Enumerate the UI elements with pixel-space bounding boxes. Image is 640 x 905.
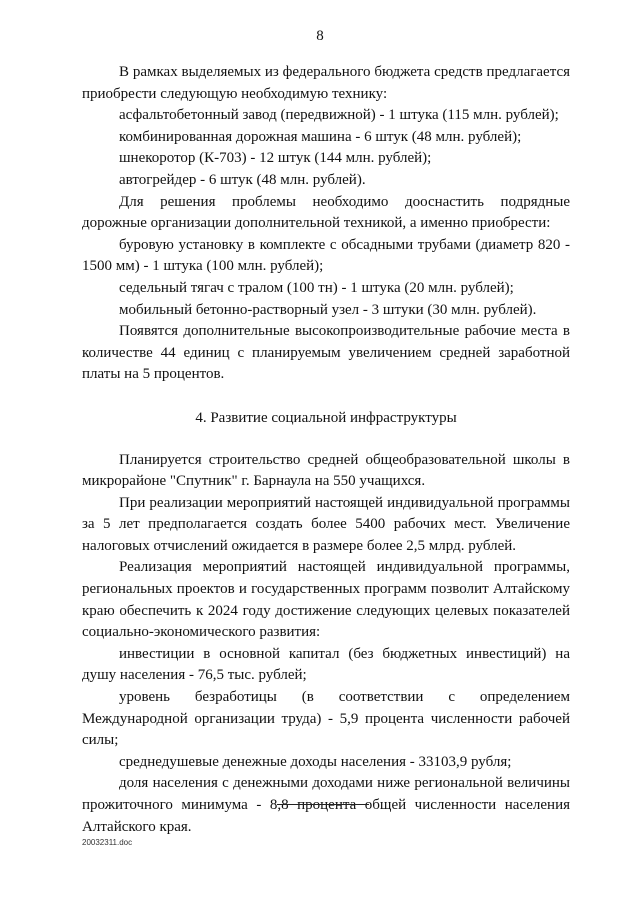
paragraph-intro: В рамках выделяемых из федерального бюджета средств предлагается приобрести следующую необходимую технику:: [82, 64, 570, 102]
paragraph-problem: Для решения проблемы необходимо дооснастить подрядные дорожные организации дополнительной техникой, а именно приобрести:: [82, 193, 570, 232]
document-body: [82, 62, 570, 838]
paragraph-workplaces: При реализации мероприятий настоящей индивидуальной программы за 5 лет предполагается создать более 5400 рабочих мест. Увеличение налоговых отчислений ожидается в размере более 2,5 млрд. рублей.: [82, 494, 570, 554]
end-divider: [277, 804, 369, 805]
list-item-concrete-unit: мобильный бетонно-растворный узел - 3 штуки (30 млн. рублей).: [119, 301, 537, 318]
paragraph-jobs: Появятся дополнительные высокопроизводительные рабочие места в количестве 44 единиц с планируемым увеличением средней заработной платы на 5 процентов.: [82, 323, 570, 383]
paragraph-targets: Реализация мероприятий настоящей индивидуальной программы, региональных проектов и государственных программ позволит Алтайскому краю обеспечить к 2024 году достижение следующих целевых показателей социально-экономического развития:: [82, 559, 570, 641]
list-item-snow-blower: шнекоротор (К-703) - 12 штук (144 млн. рублей);: [119, 150, 432, 167]
paragraph-school: Планируется строительство средней общеобразовательной школы в микрорайоне "Спутник" г. Барнаула на 550 учащихся.: [82, 451, 570, 490]
list-item-investment: инвестиции в основной капитал (без бюджетных инвестиций) на душу населения - 76,5 тыс. рублей;: [82, 645, 570, 684]
list-item-grader: автогрейдер - 6 штук (48 млн. рублей).: [119, 171, 366, 188]
list-item-drilling-rig: буровую установку в комплекте с обсадными трубами (диаметр 820 - 1500 мм) - 1 штука (100 млн. рублей);: [82, 236, 570, 275]
list-item-road-machine: комбинированная дорожная машина - 6 штук (48 млн. рублей);: [119, 128, 522, 145]
list-item-tractor: седельный тягач с тралом (100 тн) - 1 штука (20 млн. рублей);: [119, 279, 514, 296]
footer-filename: 20032311.doc: [82, 838, 133, 847]
list-item-asphalt-plant: асфальтобетонный завод (передвижной) - 1 штука (115 млн. рублей);: [119, 107, 559, 124]
list-item-income: среднедушевые денежные доходы населения - 33103,9 рубля;: [119, 753, 512, 770]
list-item-unemployment: уровень безработицы (в соответствии с определением Международной организации труда) - 5,9 процента численности рабочей силы;: [82, 689, 570, 749]
section-heading: 4. Развитие социальной инфраструктуры: [195, 409, 457, 426]
list-item-poverty: доля населения с денежными доходами ниже региональной величины прожиточного минимума - 8,8 процента общей численности населения Алтайского края.: [82, 775, 570, 835]
page-number: 8: [316, 28, 324, 44]
